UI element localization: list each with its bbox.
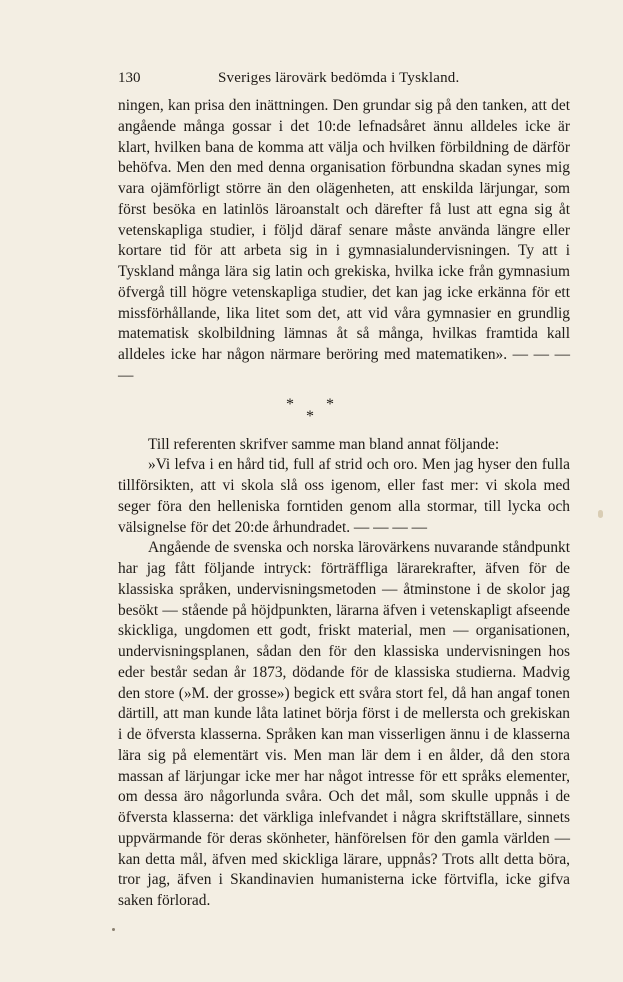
page-number: 130 (118, 70, 141, 86)
paragraph-assessment: Angående de svenska och norska lärovärkens nuvarande ståndpunkt har jag fått följande intryck: förträffliga lärarekrafter, äfven för de klassiska språken, undervisningsmetoden — åtminstone i de skolor jag besökt — stående på höjdpunkten, lärarna äfven i vetenskapligt afseende skickliga, ungdomen ett godt, friskt material, men — organisationen, undervisningsplanen, sådan den för den klassiska undervisningen hos eder består sedan år 1873, dödande för de klassiska studierna. Madvig den store (»M. der grosse») begick ett svåra stort fel, då han angaf tonen därtill, att man kunde låta latinet börja först i de mellersta och grekiskan i de öfversta klasserna. Språken kan man visserligen ännu i de klasserna lära sig på elementärt vis. Men man lär dem i en ålder, då den stora massan af lärjungar icke mer har något intresse för ett språks elementer, om dessa äro någorlunda svåra. Och det mål, som skulle uppnås i de öfversta klasserna: det värkliga inlefvandet i några skriftställare, sinnets uppvärmande för deras skönheter, hänförelsen för den gamla världen — kan detta mål, äfven med skickliga lärare, uppnås? Trots allt detta böra, tror jag, äfven i Skandinavien humanisterna icke förtvifla, icke gifva saken förlorad. (118, 539, 570, 909)
paragraph-quote: »Vi lefva i en hård tid, full af strid och oro. Men jag hyser den fulla tillförsikten, att vi skola slå oss igenom, eller fast mer: vi skola med seger föra den helleniska forntiden genom alla stormar, till lycka och välsignelse för det 20:de århundradet. — — — — (118, 456, 570, 536)
paragraph-continuation: ningen, kan prisa den inättningen. Den grundar sig på den tanken, att det angående många gossar i det 10:de lefnadsåret ännu alldeles icke är klart, hvilken bana de komma att välja och hvilken förbildning de därför behöfva. Men den med denna organisation förbundna skadan synes mig vara ojämförligt större än den olägenheten, att enskilda lärjungar, som först besöka en latinlös läroanstalt och därefter få lust att egna sig åt vetenskapliga studier, i följd däraf senare måste använda längre eller kortare tid för att arbeta sig in i gymnasialundervisningen. Ty att i Tyskland många lära sig latin och grekiska, hvilka icke från gymnasium öfvergå till högre vetenskapliga studier, det kan jag icke erkänna för ett missförhållande, lika litet som det, att vid våra gymnasier en grundlig matematisk skolbildning lämnas åt så många, hvilkas framtida kall alldeles icke har någon närmare beröring med matematiken». — — — — (118, 97, 570, 384)
asterisk-ornament: * (326, 395, 334, 413)
section-separator (118, 391, 570, 423)
ink-dot (112, 928, 115, 931)
paragraph-intro: Till referenten skrifver samme man bland annat följande: (148, 435, 500, 453)
asterisk-ornament: * (306, 407, 314, 425)
asterisk-ornament: * (286, 395, 294, 413)
paper-smudge (598, 510, 603, 518)
running-title: Sveriges lärovärk bedömda i Tyskland. (218, 70, 460, 86)
page-body (118, 96, 570, 912)
